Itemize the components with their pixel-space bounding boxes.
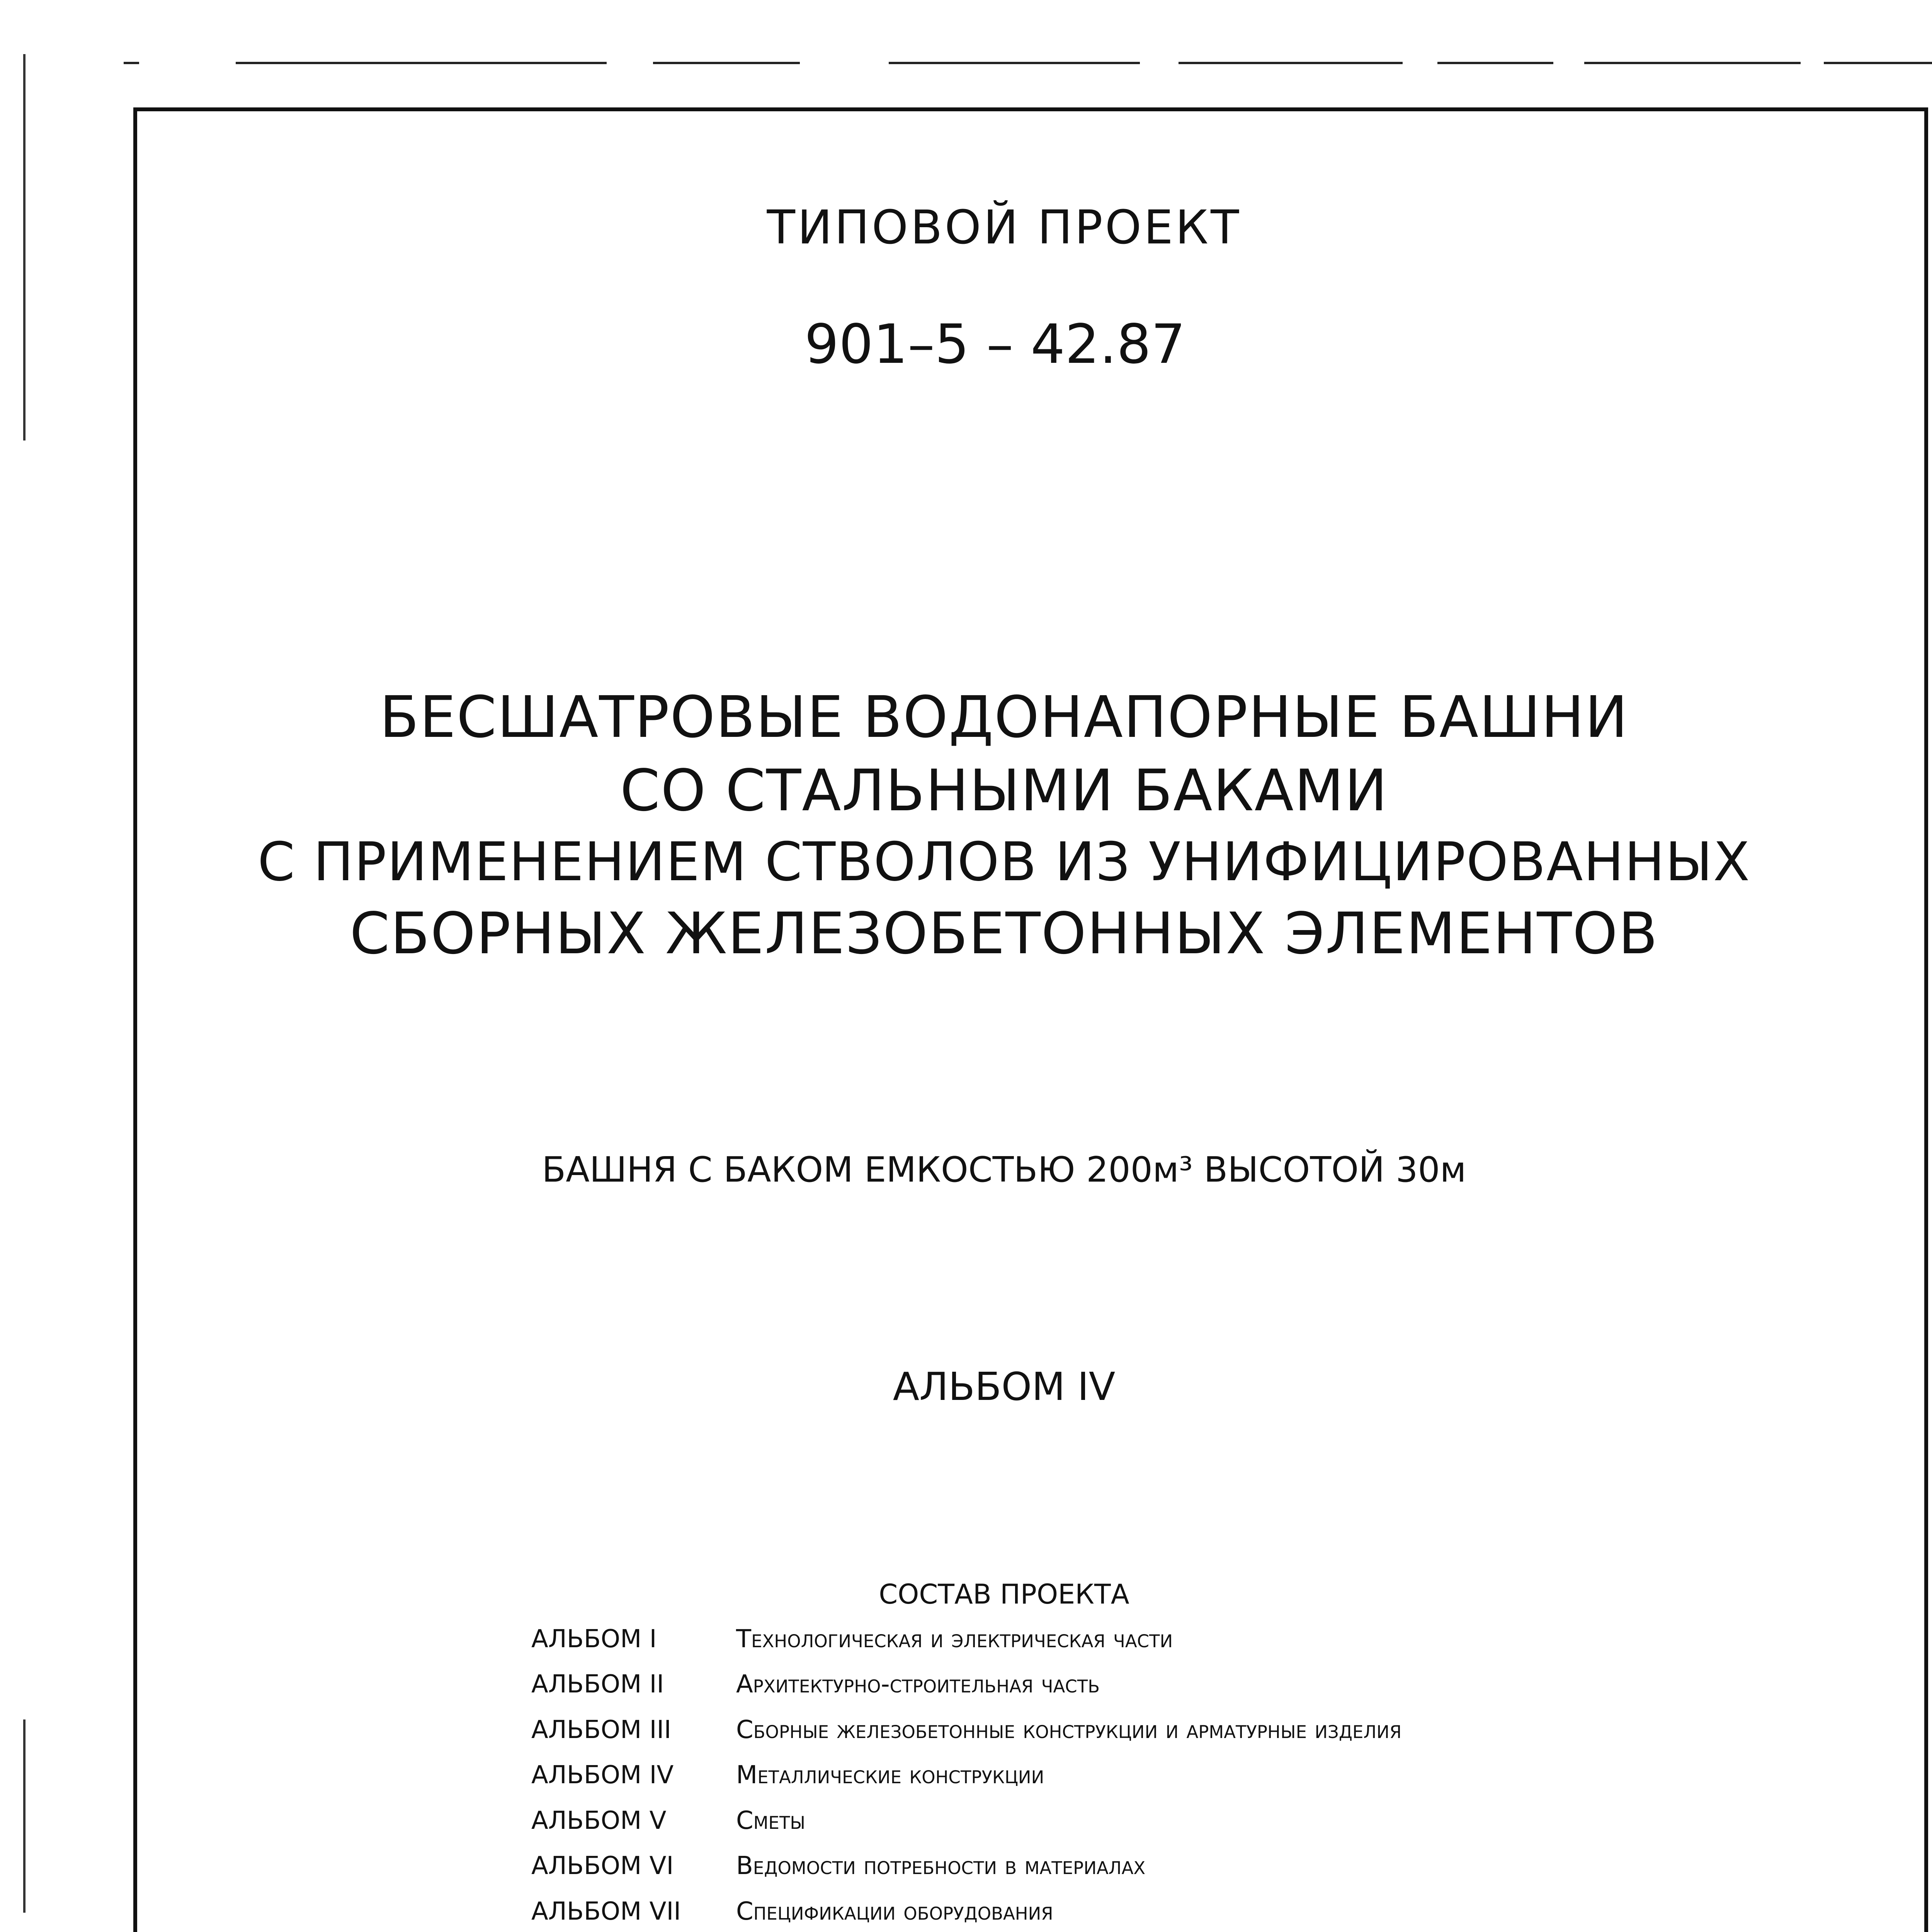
composition-album: АЛЬБОМ IV: [531, 1761, 674, 1789]
scan-top-line: [1437, 62, 1553, 64]
composition-description: Ведомости потребности в материалах: [736, 1852, 1146, 1880]
composition-album: АЛЬБОМ I: [531, 1625, 657, 1653]
composition-description: Архитектурно-строительная часть: [736, 1670, 1100, 1699]
scan-top-line: [653, 62, 800, 64]
subtitle: БАШНЯ С БАКОМ ЕМКОСТЬЮ 200м³ ВЫСОТОЙ 30м: [542, 1150, 1466, 1190]
title-line-4: СБОРНЫХ ЖЕЛЕЗОБЕТОННЫХ ЭЛЕМЕНТОВ: [350, 900, 1658, 967]
composition-album: АЛЬБОМ III: [531, 1716, 672, 1744]
title-line-2: СО СТАЛЬНЫМИ БАКАМИ: [620, 757, 1388, 824]
composition-description: Металлические конструкции: [736, 1761, 1044, 1789]
scan-top-line: [889, 62, 1140, 64]
title-line-1: БЕСШАТРОВЫЕ ВОДОНАПОРНЫЕ БАШНИ: [379, 684, 1629, 750]
composition-description: Технологическая и электрическая части: [736, 1625, 1173, 1653]
scan-top-line: [1179, 62, 1403, 64]
composition-heading: СОСТАВ ПРОЕКТА: [879, 1578, 1129, 1610]
composition-album: АЛЬБОМ V: [531, 1806, 667, 1835]
scan-top-line: [1824, 62, 1932, 64]
project-number: 901–5 – 42.87: [804, 313, 1186, 376]
composition-album: АЛЬБОМ VII: [531, 1897, 681, 1926]
drawing-frame: [133, 107, 1928, 1932]
scan-top-line: [1584, 62, 1801, 64]
album-number: АЛЬБОМ IV: [893, 1364, 1116, 1409]
composition-album: АЛЬБОМ VI: [531, 1852, 674, 1880]
composition-album: АЛЬБОМ II: [531, 1670, 664, 1699]
composition-description: Сметы: [736, 1806, 806, 1835]
scan-top-line: [124, 62, 139, 64]
project-type: ТИПОВОЙ ПРОЕКТ: [767, 201, 1242, 255]
scan-top-line: [236, 62, 607, 64]
composition-description: Спецификации оборудования: [736, 1897, 1053, 1926]
composition-description: Сборные железобетонные конструкции и арматурные изделия: [736, 1716, 1402, 1744]
title-line-3: С ПРИМЕНЕНИЕМ СТВОЛОВ ИЗ УНИФИЦИРОВАННЫХ: [257, 831, 1751, 893]
scan-left-mark: [23, 1719, 26, 1913]
